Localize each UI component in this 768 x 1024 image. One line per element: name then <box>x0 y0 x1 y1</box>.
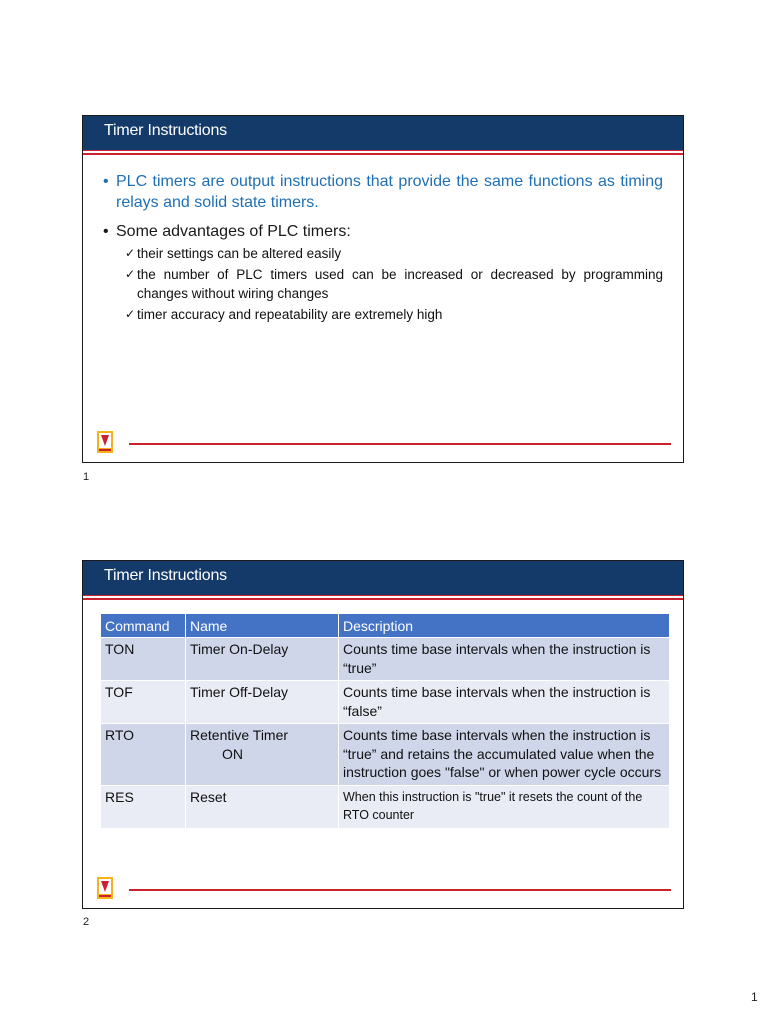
page-number: 1 <box>751 990 758 1004</box>
cell-name-line2: ON <box>222 745 243 762</box>
list-item <box>125 265 663 303</box>
checkmark-icon: ✓ <box>125 267 136 281</box>
header-divider <box>83 150 683 151</box>
cell-command: RES <box>101 786 185 828</box>
list-item <box>125 244 663 263</box>
cell-command: TON <box>101 638 185 680</box>
cell-name: Timer Off-Delay <box>186 681 338 723</box>
cell-name: Timer On-Delay <box>186 638 338 680</box>
cell-description: When this instruction is "true" it resets the count of the RTO counter <box>339 786 669 828</box>
header-divider-thick <box>83 153 683 155</box>
column-header-name: Name <box>186 614 338 637</box>
bullet-icon: • <box>103 173 109 190</box>
column-header-description: Description <box>339 614 669 637</box>
slide-title: Timer Instructions <box>83 561 683 595</box>
table-row <box>101 638 669 680</box>
bullet-item <box>103 171 663 213</box>
bullet-text: Some advantages of PLC timers: <box>116 223 351 240</box>
table-header-row <box>101 614 669 637</box>
slide-2 <box>82 560 684 909</box>
cell-description: Counts time base intervals when the instruction is “true” and retains the accumulated value when the instruction goes "false" or when power cycle occurs <box>339 724 669 785</box>
footer-divider <box>129 443 671 445</box>
cell-name <box>186 724 338 785</box>
list-item <box>125 305 663 324</box>
slide-number: 1 <box>83 471 90 483</box>
cell-name: Reset <box>186 786 338 828</box>
slide-1 <box>82 115 684 463</box>
list-item-text: the number of PLC timers used can be increased or decreased by programming changes without wiring changes <box>137 267 663 301</box>
slide-number: 2 <box>83 916 90 928</box>
list-item-text: timer accuracy and repeatability are extremely high <box>137 307 443 322</box>
footer-divider <box>129 889 671 891</box>
bullet-item <box>103 221 663 242</box>
list-item-text: their settings can be altered easily <box>137 246 342 261</box>
cell-command: TOF <box>101 681 185 723</box>
table-row <box>101 681 669 723</box>
checkmark-icon: ✓ <box>125 246 136 260</box>
institution-logo-icon <box>97 877 113 899</box>
cell-name-line1: Retentive Timer <box>190 727 289 743</box>
header-divider-thick <box>83 598 683 600</box>
bullet-icon: • <box>103 223 109 240</box>
bullet-list <box>103 171 663 326</box>
table-row <box>101 724 669 785</box>
institution-logo-icon <box>97 431 113 453</box>
advantages-list <box>125 244 663 324</box>
timer-instructions-table <box>100 613 670 829</box>
cell-description: Counts time base intervals when the instruction is “true” <box>339 638 669 680</box>
bullet-text: PLC timers are output instructions that provide the same functions as timing relays and solid state timers. <box>116 173 663 211</box>
checkmark-icon: ✓ <box>125 307 136 321</box>
header-divider <box>83 595 683 596</box>
cell-description: Counts time base intervals when the instruction is “false” <box>339 681 669 723</box>
cell-command: RTO <box>101 724 185 785</box>
column-header-command: Command <box>101 614 185 637</box>
slide-title: Timer Instructions <box>83 116 683 150</box>
table-row <box>101 786 669 828</box>
